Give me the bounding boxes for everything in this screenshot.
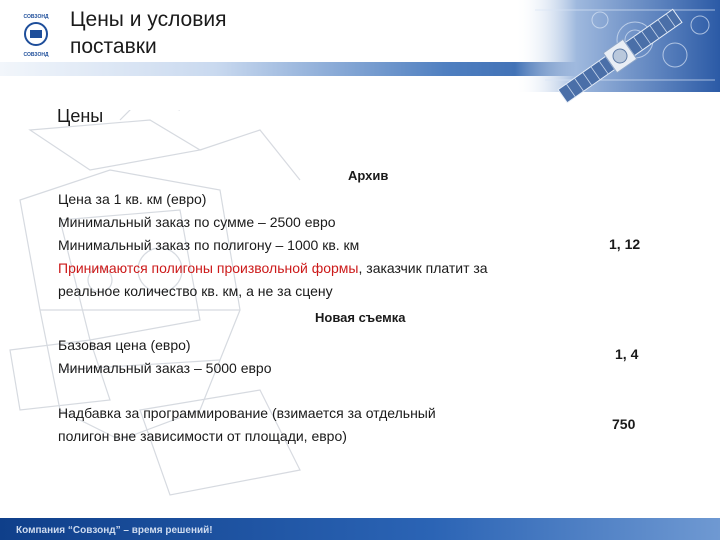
svg-text:СОВЗОНД: СОВЗОНД <box>23 52 49 58</box>
archive-heading: Архив <box>348 168 389 183</box>
section-title-prices: Цены <box>57 106 104 126</box>
surcharge-label-line2: полигон вне зависимости от площади, евро) <box>58 428 347 444</box>
archive-price-label: Цена за 1 кв. км (евро) <box>58 191 207 207</box>
archive-price-value: 1, 12 <box>609 236 641 252</box>
page-title <box>70 6 227 60</box>
svg-text:СОВЗОНД: СОВЗОНД <box>23 14 49 20</box>
archive-polygon-note-line2: реальное количество кв. км, а не за сцену <box>58 283 333 299</box>
base-min-order: Минимальный заказ – 5000 евро <box>58 360 272 376</box>
base-price-value: 1, 4 <box>615 346 639 362</box>
footer-slogan: Компания “Совзонд” – время решений! <box>16 525 213 536</box>
archive-min-polygon: Минимальный заказ по полигону – 1000 кв. км <box>58 237 360 253</box>
polygon-note-highlight: Принимаются полигоны произвольной формы <box>58 260 359 276</box>
sovzond-logo <box>16 10 56 60</box>
satellite-illustration <box>540 0 720 112</box>
surcharge-label-line1: Надбавка за программирование (взимается за отдельный <box>58 405 436 421</box>
surcharge-price-value: 750 <box>612 416 636 432</box>
base-price-label: Базовая цена (евро) <box>58 337 191 353</box>
archive-polygon-note <box>58 257 488 281</box>
title-line-1: Цены и условия <box>70 8 227 31</box>
polygon-note-rest: , заказчик платит за <box>358 260 488 276</box>
title-line-2: поставки <box>70 35 157 58</box>
new-survey-heading: Новая съемка <box>315 310 406 325</box>
archive-min-sum: Минимальный заказ по сумме – 2500 евро <box>58 214 336 230</box>
